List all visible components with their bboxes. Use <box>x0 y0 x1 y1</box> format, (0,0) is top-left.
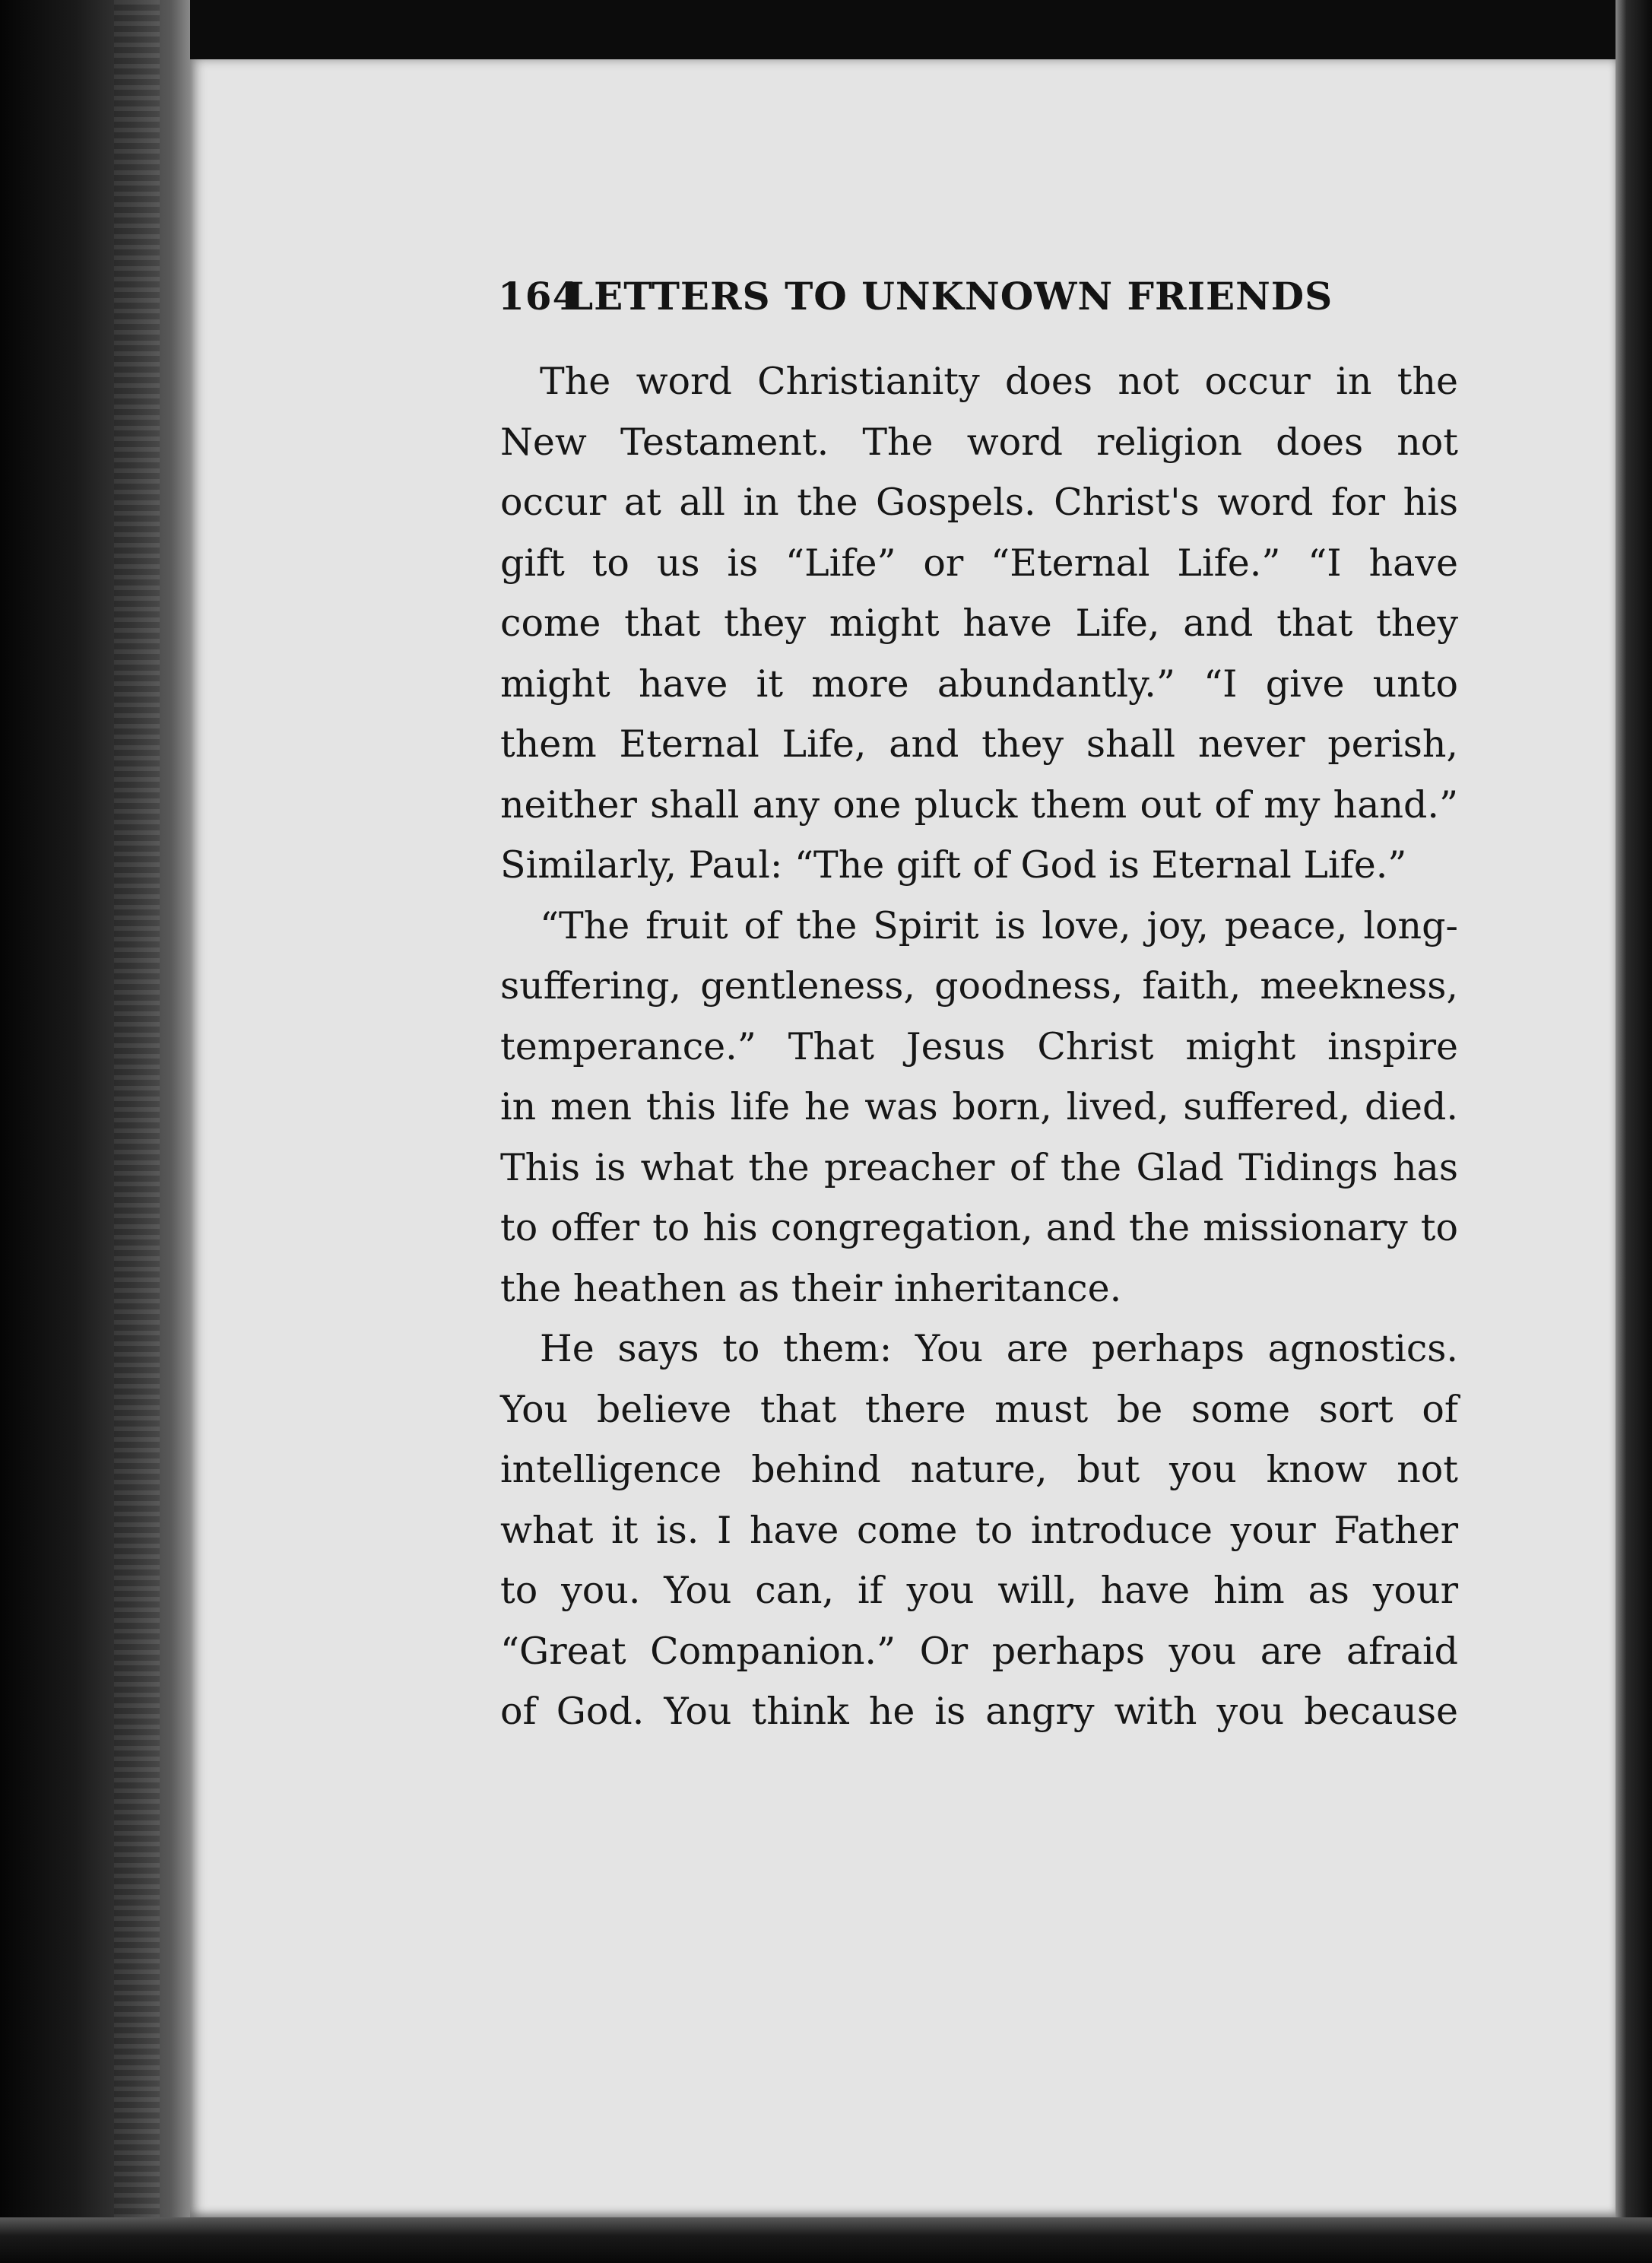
text-line: suffering, gentleness, goodness, faith, meekness, <box>500 964 1458 1008</box>
text-line: them Eternal Life, and they shall never perish, <box>500 722 1458 766</box>
text-line: to offer to his congregation, and the missionary to <box>500 1206 1458 1249</box>
text-line: might have it more abundantly.” “I give unto <box>500 662 1458 706</box>
running-title: LETTERS TO UNKNOWN FRIENDS <box>566 274 1333 319</box>
text-line: the heathen as their inheritance. <box>500 1266 1122 1310</box>
paragraph-3 <box>500 1319 1458 1742</box>
text-line: intelligence behind nature, but you know not <box>500 1448 1458 1491</box>
right-page-edge <box>1616 0 1652 2263</box>
text-line: to you. You can, if you will, have him as your <box>500 1569 1458 1612</box>
text-line: “The fruit of the Spirit is love, joy, peace, long- <box>540 903 1458 947</box>
page-number: 164 <box>498 274 580 319</box>
text-line: in men this life he was born, lived, suffered, died. <box>500 1085 1458 1128</box>
book-gutter <box>0 0 190 2263</box>
paragraph-2 <box>500 896 1458 1319</box>
paragraph-1 <box>500 351 1458 896</box>
text-line: what it is. I have come to introduce your Father <box>500 1508 1458 1552</box>
text-line: This is what the preacher of the Glad Tidings has <box>500 1145 1458 1189</box>
text-line: of God. You think he is angry with you because <box>500 1690 1458 1733</box>
running-header <box>498 274 1380 319</box>
text-line: Similarly, Paul: “The gift of God is Eternal Life.” <box>500 843 1407 887</box>
text-line: neither shall any one pluck them out of my hand.” <box>500 782 1458 827</box>
bottom-page-edge <box>0 2217 1652 2263</box>
text-line: You believe that there must be some sort of <box>500 1387 1458 1431</box>
text-line: “Great Companion.” Or perhaps you are afraid <box>500 1629 1458 1673</box>
text-line: occur at all in the Gospels. Christ's word for his <box>500 481 1458 524</box>
body-text <box>500 351 1458 1742</box>
text-line: temperance.” That Jesus Christ might inspire <box>500 1024 1458 1068</box>
text-line: come that they might have Life, and that they <box>500 601 1458 645</box>
gutter-shadow <box>114 0 160 2263</box>
text-line: The word Christianity does not occur in the <box>540 360 1458 403</box>
text-line: gift to us is “Life” or “Eternal Life.” “I have <box>500 541 1458 585</box>
text-line: He says to them: You are perhaps agnostics. <box>540 1327 1458 1370</box>
text-line: New Testament. The word religion does not <box>500 420 1458 464</box>
